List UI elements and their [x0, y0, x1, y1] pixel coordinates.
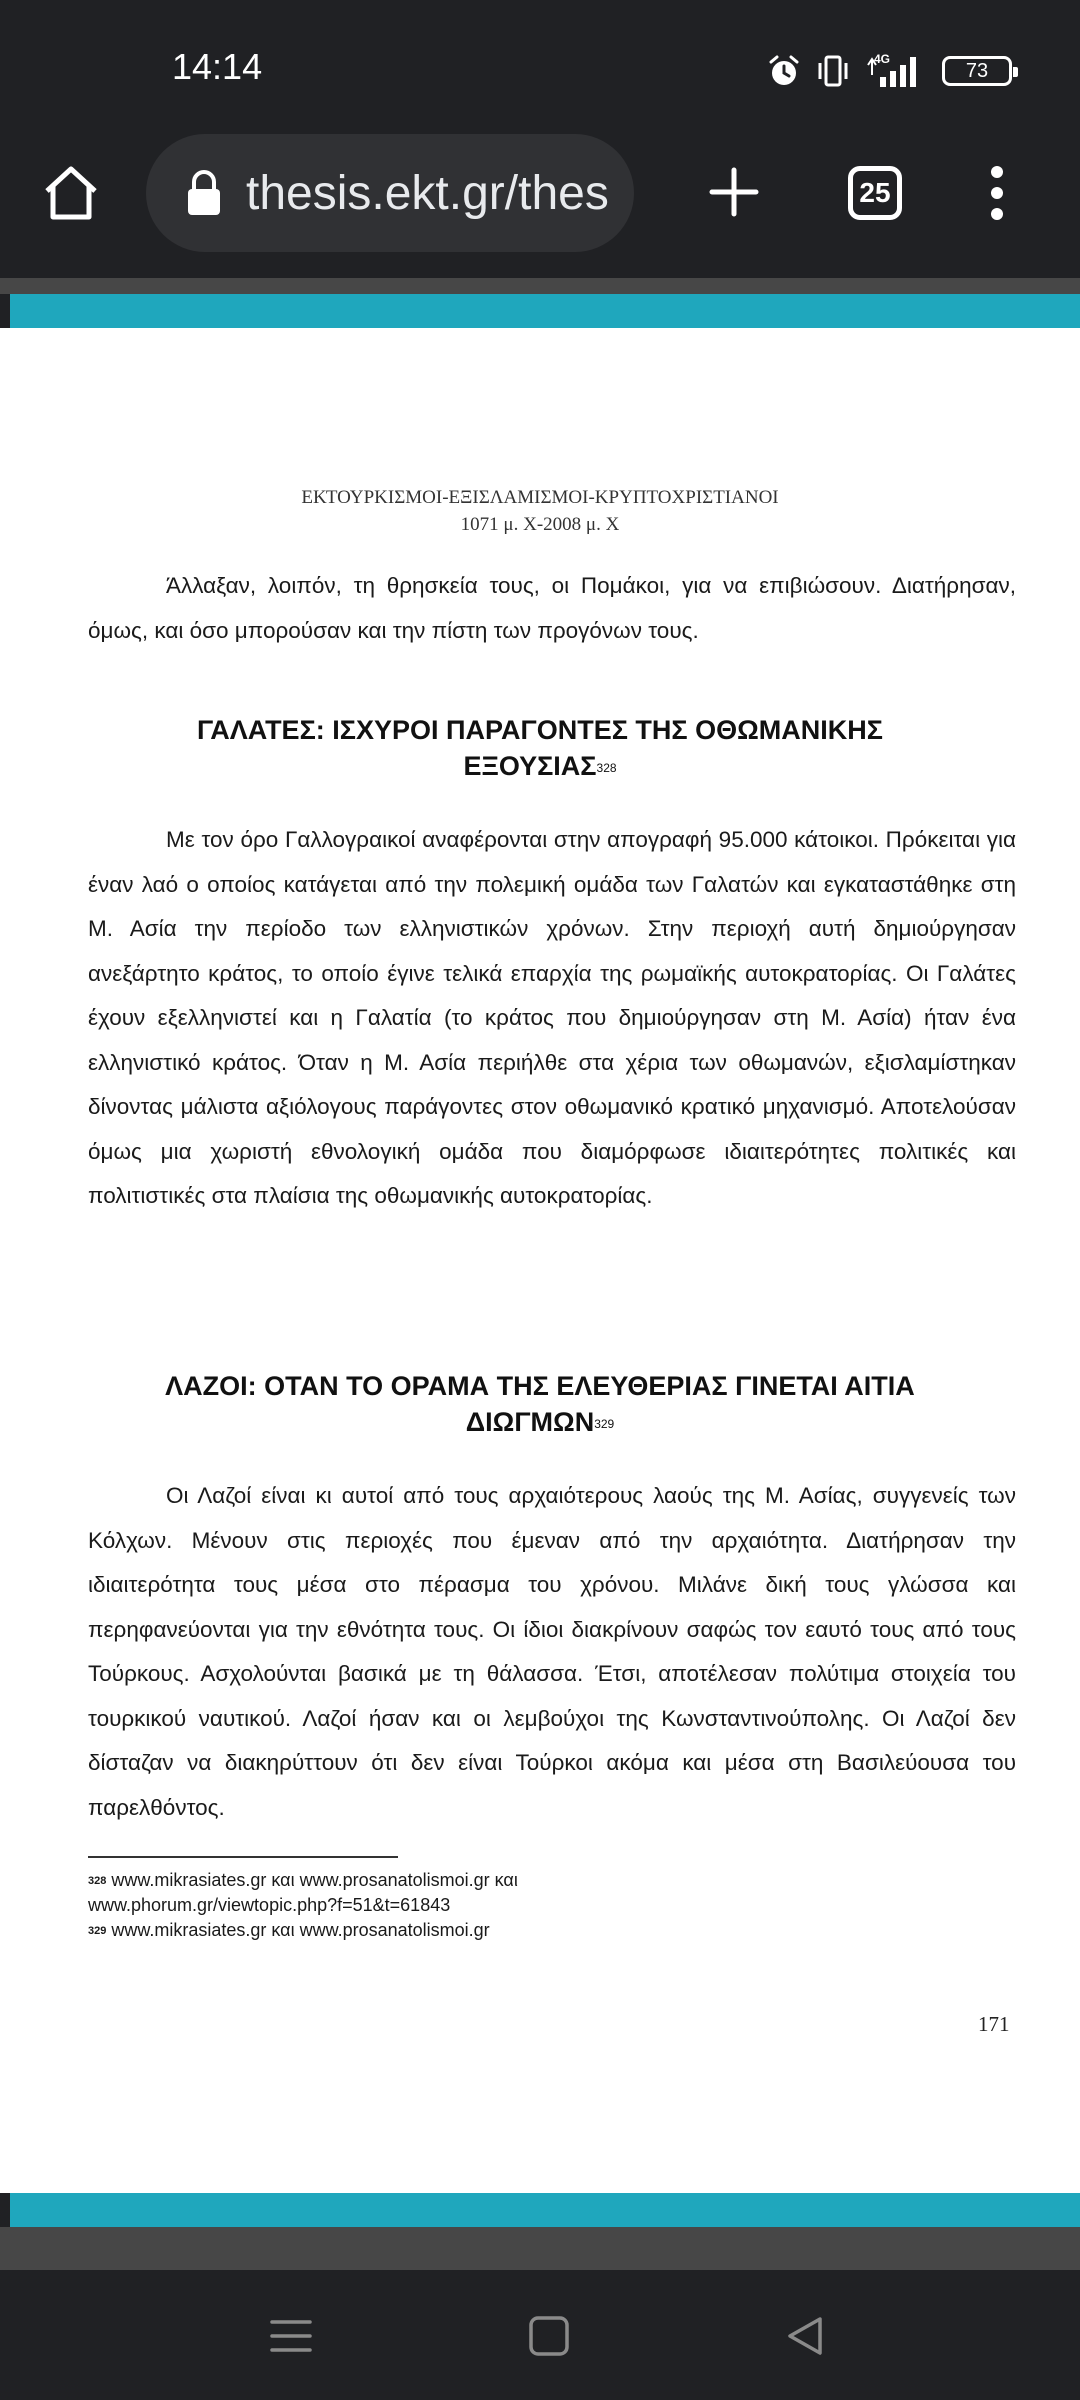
- body-text: Οι Λαζοί είναι κι αυτοί από τους αρχαιότερους λαούς της Μ. Ασίας, συγγενείς των Κόλχων. Μένουν στις περιοχές που έμεναν από την αρχαιότητα. Διατήρησαν την ιδιαιτερότητα τους μέσα στο πέρασμα του χρόνου. Μιλάνε δική τους γλώσσα και περηφανεύονται για την εθνότητα τους. Οι ίδιοι διακρίνουν σαφώς τον εαυτό τους από τους Τούρκους. Ασχολούνται βασικά με τη θάλασσα. Έτσι, αποτέλεσαν πολύτιμα στοιχεία του τουρκικού ναυτικού. Λαζοί ήσαν και οι λεμβούχοι της Κωνσταντινούπολης. Οι Λαζοί δεν δίσταζαν να διακηρύττουν ότι δεν είναι Τούρκοι ακόμα και μέσα στη Βασιλεύουσα του παρελθόντος.: [88, 1483, 1016, 1820]
- status-bar: [0, 0, 1080, 140]
- intro-text: Άλλαξαν, λοιπόν, τη θρησκεία τους, οι Πομάκοι, για να επιβιώσουν. Διατήρησαν, όμως, και όσο μπορούσαν και την πίστη των προγόνων τους.: [88, 573, 1016, 643]
- address-bar[interactable]: [146, 134, 634, 252]
- recents-icon[interactable]: [266, 2314, 316, 2358]
- alarm-icon: [766, 53, 802, 89]
- page-number: 171: [978, 2012, 1010, 2036]
- footnote-text: www.phorum.gr/viewtopic.php?f=51&t=61843: [88, 1895, 451, 1915]
- more-vert-icon[interactable]: [974, 162, 1020, 224]
- footnote-ref: 329: [594, 1417, 615, 1431]
- back-icon[interactable]: [780, 2314, 830, 2358]
- status-icons: [766, 48, 1012, 94]
- home-nav-icon[interactable]: [524, 2314, 574, 2358]
- intro-paragraph: [88, 564, 1016, 653]
- footnote-number: 329: [88, 1925, 107, 1937]
- heading-line: ΔΙΩΓΜΩΝ: [465, 1407, 595, 1437]
- section-heading-lazoi: [0, 1368, 1080, 1440]
- lock-icon[interactable]: [184, 169, 224, 217]
- menu-dot: [991, 166, 1003, 178]
- menu-dot: [991, 208, 1003, 220]
- heading-line: ΓΑΛΑΤΕΣ: ΙΣΧΥΡΟΙ ΠΑΡΑΓΟΝΤΕΣ ΤΗΣ ΟΘΩΜΑΝΙΚΗΣ: [197, 715, 883, 745]
- page-separator: [0, 2193, 1080, 2227]
- battery-icon: [942, 56, 1012, 86]
- running-head-title: ΕΚΤΟΥΡΚΙΣΜΟΙ-ΕΞΙΣΛΑΜΙΣΜΟΙ-ΚΡΥΠΤΟΧΡΙΣΤΙΑΝΟΙ: [301, 487, 779, 508]
- pdf-viewer[interactable]: [0, 278, 1080, 2270]
- footnote: [88, 1868, 688, 1893]
- footnote-number: 328: [88, 1875, 107, 1887]
- heading-line: ΕΞΟΥΣΙΑΣ: [463, 751, 597, 781]
- footnote-rule: [88, 1856, 398, 1858]
- heading-line: ΛΑΖΟΙ: ΟΤΑΝ ΤΟ ΟΡΑΜΑ ΤΗΣ ΕΛΕΥΘΕΡΙΑΣ ΓΙΝΕΤΑΙ ΑΙΤΙΑ: [165, 1371, 915, 1401]
- vibrate-icon: [816, 53, 850, 89]
- section-heading-galates: [0, 712, 1080, 784]
- footnote-text: www.mikrasiates.gr και www.prosanatolismoi.gr και: [106, 1870, 518, 1890]
- menu-dot: [991, 187, 1003, 199]
- pdf-page[interactable]: [0, 328, 1080, 2193]
- battery-level: 73: [965, 59, 989, 82]
- section-body-lazoi: [88, 1474, 1016, 1830]
- running-head: [0, 484, 1080, 538]
- system-nav-bar: [0, 2270, 1080, 2400]
- body-text: Με τον όρο Γαλλογραικοί αναφέρονται στην απογραφή 95.000 κάτοικοι. Πρόκειται για έναν λαό ο οποίος κατάγεται από την πολεμική ομάδα των Γαλατών και εγκαταστάθηκε στη Μ. Ασία την περίοδο των ελληνιστικών χρόνων. Στην περιοχή αυτή δημιούργησαν ανεξάρτητο κράτος, το οποίο έγινε τελικά επαρχία της ρωμαϊκής αυτοκρατορίας. Οι Γαλάτες έχουν εξελληνιστεί και η Γαλατία (το κράτος που δημιούργησαν στη Μ. Ασία) ήταν ένα ελληνιστικό κράτος. Όταν η Μ. Ασία περιήλθε στα χέρια των οθωμανών, εξισλαμίστηκαν δίνοντας μάλιστα αξιόλογους παράγοντες στον οθωμανικό κρατικό μηχανισμό. Αποτελούσαν όμως μια χωριστή εθνολογική ομάδα που διαμόρφωσε ιδιαιτερότητες πολιτικές και πολιτιστικές στα πλαίσια της οθωμανικής αυτοκρατορίας.: [88, 827, 1016, 1208]
- running-head-dates: 1071 μ. Χ-2008 μ. Χ: [460, 514, 620, 535]
- section-body-galates: [88, 818, 1016, 1219]
- tab-count: 25: [859, 177, 891, 208]
- network-type: 4G: [874, 52, 891, 66]
- url-text[interactable]: thesis.ekt.gr/thes: [246, 166, 609, 220]
- footnotes: [88, 1868, 688, 1943]
- signal-icon: [864, 51, 928, 91]
- home-icon[interactable]: [40, 162, 102, 224]
- new-tab-plus-icon[interactable]: [706, 164, 762, 220]
- browser-toolbar: [0, 128, 1080, 278]
- footnote: [88, 1918, 688, 1943]
- footnote-text: www.mikrasiates.gr και www.prosanatolismoi.gr: [106, 1920, 490, 1940]
- page-separator: [0, 294, 1080, 328]
- footnote-ref: 328: [596, 761, 617, 775]
- status-time: 14:14: [172, 46, 263, 87]
- tab-switcher-button[interactable]: [848, 166, 902, 220]
